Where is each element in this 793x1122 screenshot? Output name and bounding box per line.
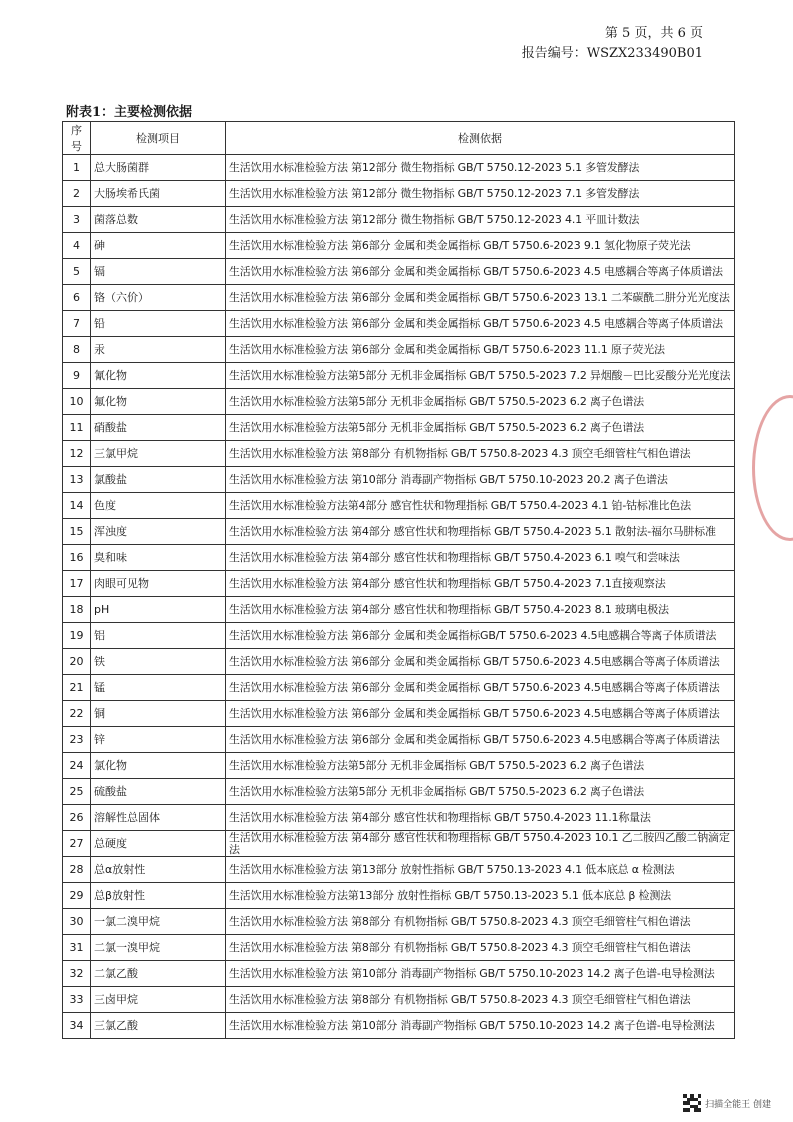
test-item-cell: 硫酸盐 xyxy=(91,779,226,805)
test-basis-cell: 生活饮用水标准检验方法 第6部分 金属和类金属指标 GB/T 5750.6-2023 4.5电感耦合等离子体质谱法 xyxy=(226,701,735,727)
qr-code-icon xyxy=(683,1094,701,1112)
row-number-cell: 16 xyxy=(63,545,91,571)
test-basis-cell: 生活饮用水标准检验方法 第12部分 微生物指标 GB/T 5750.12-2023 4.1 平皿计数法 xyxy=(226,207,735,233)
test-basis-cell: 生活饮用水标准检验方法第5部分 无机非金属指标 GB/T 5750.5-2023 6.2 离子色谱法 xyxy=(226,753,735,779)
table-row xyxy=(63,623,735,649)
test-basis-cell: 生活饮用水标准检验方法第5部分 无机非金属指标 GB/T 5750.5-2023 6.2 离子色谱法 xyxy=(226,779,735,805)
table-row xyxy=(63,207,735,233)
table-row xyxy=(63,935,735,961)
test-basis-cell: 生活饮用水标准检验方法 第12部分 微生物指标 GB/T 5750.12-2023 5.1 多管发酵法 xyxy=(226,155,735,181)
test-basis-cell: 生活饮用水标准检验方法 第4部分 感官性状和物理指标 GB/T 5750.4-2023 6.1 嗅气和尝味法 xyxy=(226,545,735,571)
test-item-cell: 铬（六价） xyxy=(91,285,226,311)
test-item-cell: 溶解性总固体 xyxy=(91,805,226,831)
row-number-cell: 15 xyxy=(63,519,91,545)
table-row xyxy=(63,909,735,935)
test-basis-cell: 生活饮用水标准检验方法 第10部分 消毒副产物指标 GB/T 5750.10-2023 14.2 离子色谱-电导检测法 xyxy=(226,961,735,987)
page-header-info xyxy=(522,24,703,64)
table-row xyxy=(63,779,735,805)
table-row xyxy=(63,519,735,545)
test-item-cell: 肉眼可见物 xyxy=(91,571,226,597)
test-item-cell: 锰 xyxy=(91,675,226,701)
test-item-cell: 三卤甲烷 xyxy=(91,987,226,1013)
row-number-cell: 17 xyxy=(63,571,91,597)
table-row xyxy=(63,805,735,831)
test-item-cell: 总β放射性 xyxy=(91,883,226,909)
table-row xyxy=(63,883,735,909)
test-item-cell: 氯化物 xyxy=(91,753,226,779)
test-item-cell: 色度 xyxy=(91,493,226,519)
table-row xyxy=(63,961,735,987)
test-item-cell: 硝酸盐 xyxy=(91,415,226,441)
test-item-cell: 菌落总数 xyxy=(91,207,226,233)
test-basis-cell: 生活饮用水标准检验方法 第4部分 感官性状和物理指标 GB/T 5750.4-2023 5.1 散射法-福尔马肼标准 xyxy=(226,519,735,545)
test-basis-cell: 生活饮用水标准检验方法 第8部分 有机物指标 GB/T 5750.8-2023 4.3 顶空毛细管柱气相色谱法 xyxy=(226,935,735,961)
test-basis-cell: 生活饮用水标准检验方法 第12部分 微生物指标 GB/T 5750.12-2023 7.1 多管发酵法 xyxy=(226,181,735,207)
test-basis-cell: 生活饮用水标准检验方法 第4部分 感官性状和物理指标 GB/T 5750.4-2023 11.1称量法 xyxy=(226,805,735,831)
table-row xyxy=(63,597,735,623)
row-number-cell: 23 xyxy=(63,727,91,753)
test-item-cell: 总硬度 xyxy=(91,831,226,857)
test-basis-cell: 生活饮用水标准检验方法 第6部分 金属和类金属指标 GB/T 5750.6-2023 9.1 氢化物原子荧光法 xyxy=(226,233,735,259)
row-number-cell: 10 xyxy=(63,389,91,415)
table-row xyxy=(63,181,735,207)
table-row xyxy=(63,753,735,779)
test-item-cell: 铜 xyxy=(91,701,226,727)
test-item-cell: 臭和味 xyxy=(91,545,226,571)
column-header-item: 检测项目 xyxy=(91,122,226,155)
table-header-row xyxy=(63,122,735,155)
row-number-cell: 11 xyxy=(63,415,91,441)
row-number-cell: 32 xyxy=(63,961,91,987)
test-item-cell: 铅 xyxy=(91,311,226,337)
column-header-basis: 检测依据 xyxy=(226,122,735,155)
test-item-cell: 氟化物 xyxy=(91,389,226,415)
row-number-cell: 34 xyxy=(63,1013,91,1039)
row-number-cell: 30 xyxy=(63,909,91,935)
test-basis-cell: 生活饮用水标准检验方法第5部分 无机非金属指标 GB/T 5750.5-2023 6.2 离子色谱法 xyxy=(226,415,735,441)
table-row xyxy=(63,857,735,883)
row-number-cell: 33 xyxy=(63,987,91,1013)
table-row xyxy=(63,415,735,441)
page-indicator: 第 5 页，共 6 页 xyxy=(604,26,703,41)
row-number-cell: 31 xyxy=(63,935,91,961)
test-item-cell: 总大肠菌群 xyxy=(91,155,226,181)
scanner-watermark xyxy=(683,1094,771,1112)
table-row xyxy=(63,233,735,259)
test-basis-cell: 生活饮用水标准检验方法 第8部分 有机物指标 GB/T 5750.8-2023 4.3 顶空毛细管柱气相色谱法 xyxy=(226,987,735,1013)
table-row xyxy=(63,571,735,597)
test-item-cell: 总α放射性 xyxy=(91,857,226,883)
row-number-cell: 20 xyxy=(63,649,91,675)
table-row xyxy=(63,831,735,857)
test-item-cell: 氰化物 xyxy=(91,363,226,389)
table-row xyxy=(63,311,735,337)
row-number-cell: 7 xyxy=(63,311,91,337)
row-number-cell: 19 xyxy=(63,623,91,649)
test-basis-cell: 生活饮用水标准检验方法第13部分 放射性指标 GB/T 5750.13-2023 5.1 低本底总 β 检测法 xyxy=(226,883,735,909)
table-row xyxy=(63,1013,735,1039)
row-number-cell: 14 xyxy=(63,493,91,519)
row-number-cell: 24 xyxy=(63,753,91,779)
row-number-cell: 28 xyxy=(63,857,91,883)
table-body xyxy=(63,155,735,1039)
table-row xyxy=(63,493,735,519)
test-item-cell: 铝 xyxy=(91,623,226,649)
red-seal-stamp xyxy=(752,395,793,541)
test-item-cell: 锌 xyxy=(91,727,226,753)
table-row xyxy=(63,285,735,311)
row-number-cell: 25 xyxy=(63,779,91,805)
table-row xyxy=(63,337,735,363)
row-number-cell: 3 xyxy=(63,207,91,233)
report-number: 报告编号：WSZX233490B01 xyxy=(521,46,703,61)
row-number-cell: 13 xyxy=(63,467,91,493)
test-basis-cell: 生活饮用水标准检验方法 第6部分 金属和类金属指标 GB/T 5750.6-2023 4.5电感耦合等离子体质谱法 xyxy=(226,649,735,675)
row-number-cell: 4 xyxy=(63,233,91,259)
test-basis-cell: 生活饮用水标准检验方法第4部分 感官性状和物理指标 GB/T 5750.4-2023 4.1 铂-钴标准比色法 xyxy=(226,493,735,519)
row-number-cell: 18 xyxy=(63,597,91,623)
table-row xyxy=(63,441,735,467)
appendix-title: 附表1：主要检测依据 xyxy=(66,105,193,120)
test-basis-cell: 生活饮用水标准检验方法 第10部分 消毒副产物指标 GB/T 5750.10-2023 20.2 离子色谱法 xyxy=(226,467,735,493)
test-item-cell: 氯酸盐 xyxy=(91,467,226,493)
test-item-cell: 大肠埃希氏菌 xyxy=(91,181,226,207)
table-row xyxy=(63,701,735,727)
table-row xyxy=(63,467,735,493)
test-basis-cell: 生活饮用水标准检验方法 第6部分 金属和类金属指标 GB/T 5750.6-2023 4.5 电感耦合等离子体质谱法 xyxy=(226,259,735,285)
test-basis-cell: 生活饮用水标准检验方法 第8部分 有机物指标 GB/T 5750.8-2023 4.3 顶空毛细管柱气相色谱法 xyxy=(226,441,735,467)
row-number-cell: 9 xyxy=(63,363,91,389)
test-basis-cell: 生活饮用水标准检验方法 第10部分 消毒副产物指标 GB/T 5750.10-2023 14.2 离子色谱-电导检测法 xyxy=(226,1013,735,1039)
test-basis-cell: 生活饮用水标准检验方法第5部分 无机非金属指标 GB/T 5750.5-2023 6.2 离子色谱法 xyxy=(226,389,735,415)
test-basis-cell: 生活饮用水标准检验方法 第6部分 金属和类金属指标 GB/T 5750.6-2023 4.5电感耦合等离子体质谱法 xyxy=(226,727,735,753)
test-item-cell: 铁 xyxy=(91,649,226,675)
row-number-cell: 8 xyxy=(63,337,91,363)
table-row xyxy=(63,727,735,753)
test-basis-cell: 生活饮用水标准检验方法 第6部分 金属和类金属指标 GB/T 5750.6-2023 11.1 原子荧光法 xyxy=(226,337,735,363)
test-item-cell: pH xyxy=(91,597,226,623)
table-row xyxy=(63,987,735,1013)
test-item-cell: 一氯二溴甲烷 xyxy=(91,909,226,935)
table-row xyxy=(63,675,735,701)
table-row xyxy=(63,545,735,571)
row-number-cell: 29 xyxy=(63,883,91,909)
test-item-cell: 浑浊度 xyxy=(91,519,226,545)
row-number-cell: 1 xyxy=(63,155,91,181)
row-number-cell: 2 xyxy=(63,181,91,207)
row-number-cell: 6 xyxy=(63,285,91,311)
table-row xyxy=(63,363,735,389)
scanner-mark-text: 扫描全能王 创建 xyxy=(705,1099,771,1110)
test-basis-cell: 生活饮用水标准检验方法 第6部分 金属和类金属指标 GB/T 5750.6-2023 4.5电感耦合等离子体质谱法 xyxy=(226,675,735,701)
row-number-cell: 22 xyxy=(63,701,91,727)
row-number-cell: 12 xyxy=(63,441,91,467)
test-item-cell: 二氯一溴甲烷 xyxy=(91,935,226,961)
test-item-cell: 二氯乙酸 xyxy=(91,961,226,987)
table-row xyxy=(63,389,735,415)
test-item-cell: 三氯甲烷 xyxy=(91,441,226,467)
test-basis-cell: 生活饮用水标准检验方法 第8部分 有机物指标 GB/T 5750.8-2023 4.3 顶空毛细管柱气相色谱法 xyxy=(226,909,735,935)
test-item-cell: 镉 xyxy=(91,259,226,285)
test-basis-cell: 生活饮用水标准检验方法 第6部分 金属和类金属指标 GB/T 5750.6-2023 13.1 二苯碳酰二肼分光光度法 xyxy=(226,285,735,311)
testing-criteria-table xyxy=(62,121,735,1039)
test-basis-cell: 生活饮用水标准检验方法 第6部分 金属和类金属指标 GB/T 5750.6-2023 4.5 电感耦合等离子体质谱法 xyxy=(226,311,735,337)
table-row xyxy=(63,259,735,285)
test-basis-cell: 生活饮用水标准检验方法 第13部分 放射性指标 GB/T 5750.13-2023 4.1 低本底总 α 检测法 xyxy=(226,857,735,883)
column-header-no: 序号 xyxy=(63,122,91,155)
test-item-cell: 砷 xyxy=(91,233,226,259)
row-number-cell: 26 xyxy=(63,805,91,831)
row-number-cell: 5 xyxy=(63,259,91,285)
table-row xyxy=(63,649,735,675)
row-number-cell: 21 xyxy=(63,675,91,701)
row-number-cell: 27 xyxy=(63,831,91,857)
test-basis-cell: 生活饮用水标准检验方法 第4部分 感官性状和物理指标 GB/T 5750.4-2023 8.1 玻璃电极法 xyxy=(226,597,735,623)
test-basis-cell: 生活饮用水标准检验方法第5部分 无机非金属指标 GB/T 5750.5-2023 7.2 异烟酸－巴比妥酸分光光度法 xyxy=(226,363,735,389)
test-basis-cell: 生活饮用水标准检验方法 第4部分 感官性状和物理指标 GB/T 5750.4-2023 10.1 乙二胺四乙酸二钠滴定法 xyxy=(226,831,735,857)
test-item-cell: 汞 xyxy=(91,337,226,363)
test-basis-cell: 生活饮用水标准检验方法 第4部分 感官性状和物理指标 GB/T 5750.4-2023 7.1直接观察法 xyxy=(226,571,735,597)
table-row xyxy=(63,155,735,181)
test-item-cell: 三氯乙酸 xyxy=(91,1013,226,1039)
test-basis-cell: 生活饮用水标准检验方法 第6部分 金属和类金属指标GB/T 5750.6-2023 4.5电感耦合等离子体质谱法 xyxy=(226,623,735,649)
